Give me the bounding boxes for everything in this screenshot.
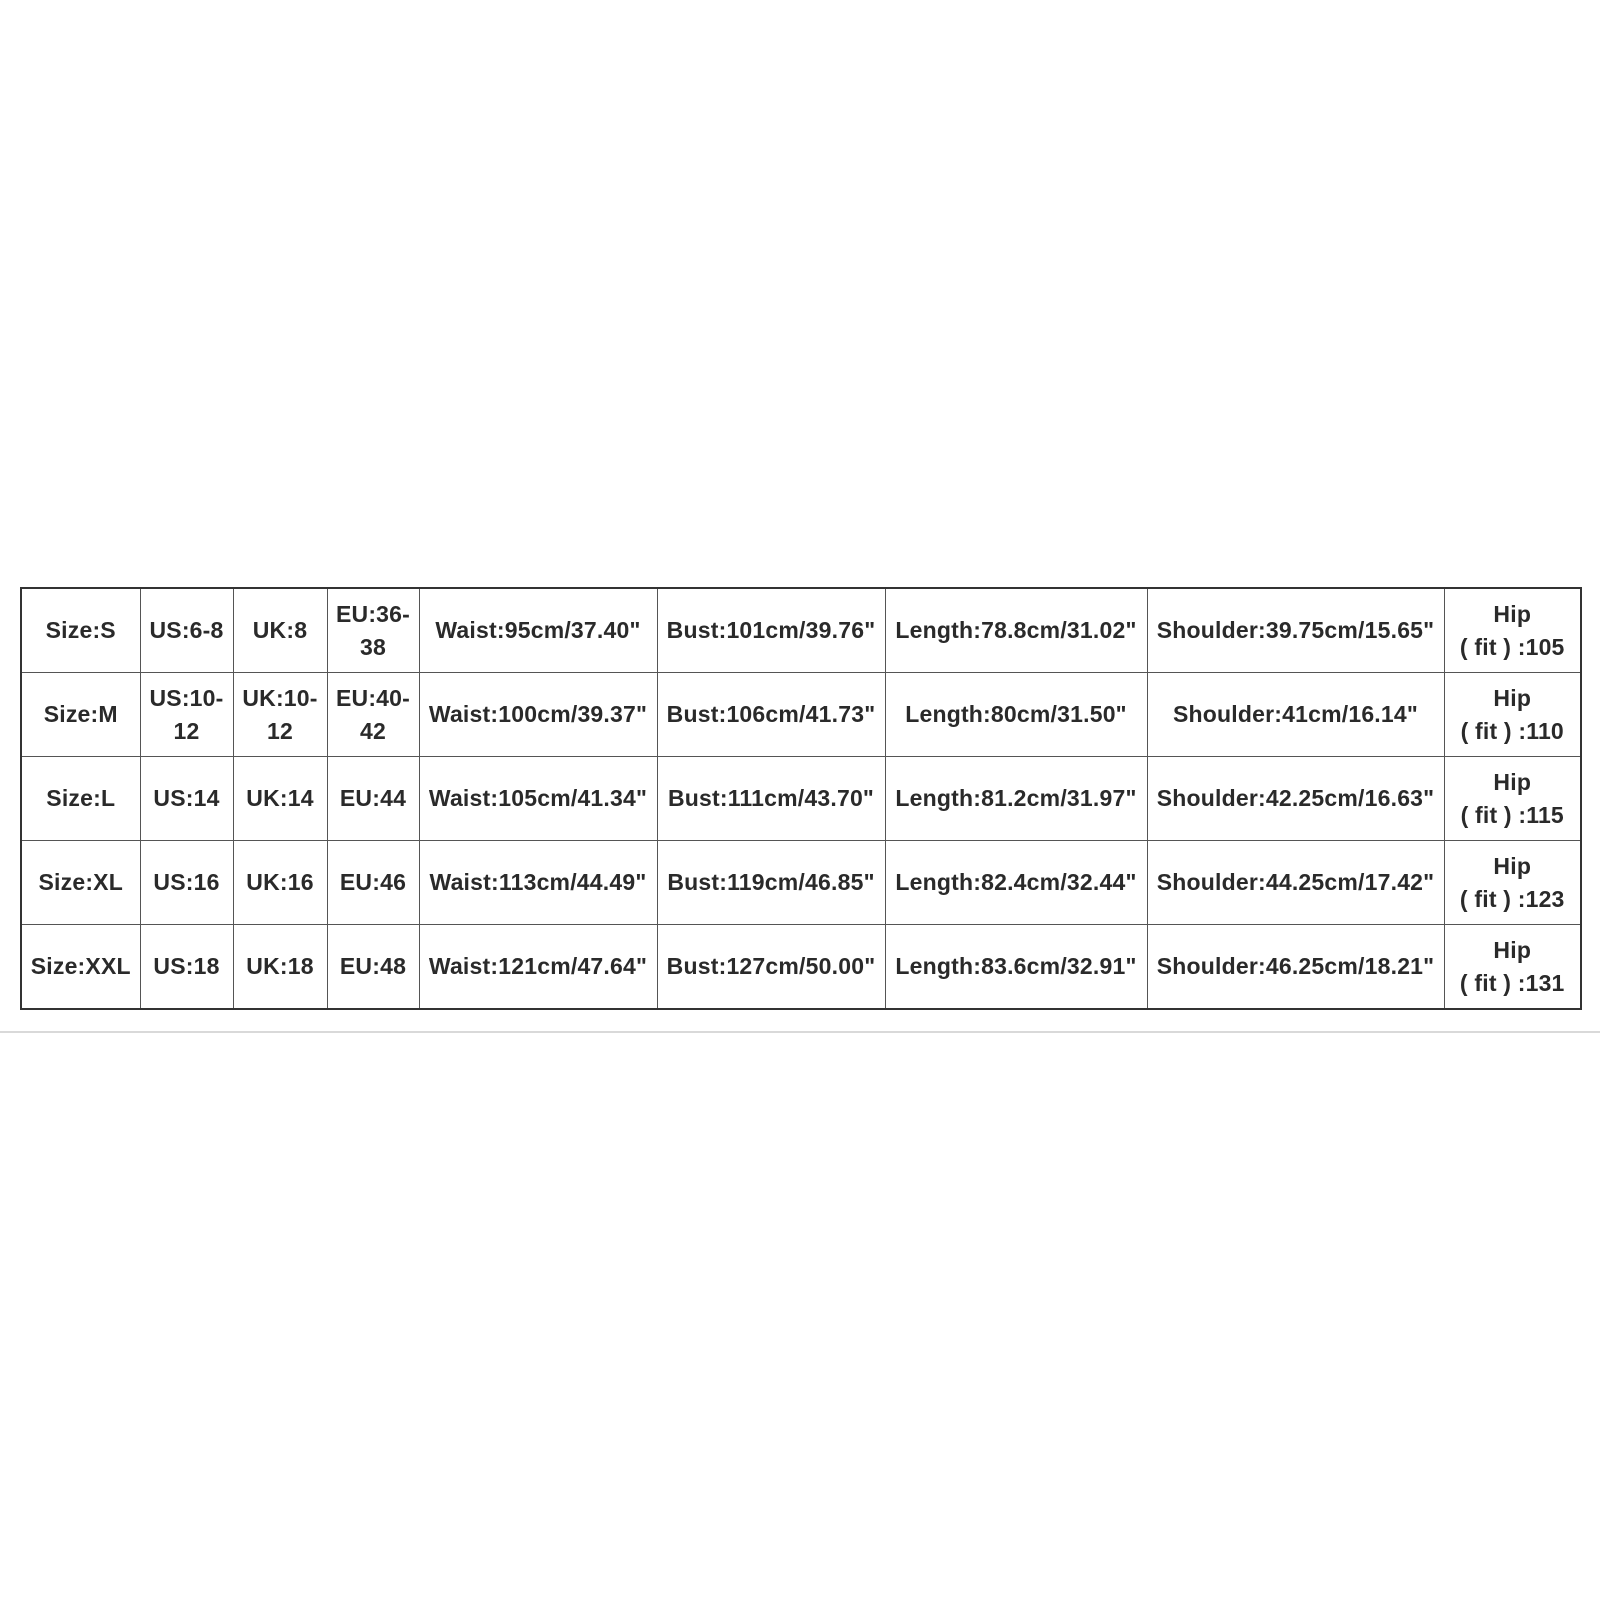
us-size-cell: US:16 xyxy=(140,841,233,925)
length-cell: Length:80cm/31.50" xyxy=(885,673,1147,757)
hip-cell: Hip ( fit ) :123 xyxy=(1444,841,1581,925)
eu-size-cell: EU:36- 38 xyxy=(327,588,419,673)
shoulder-cell: Shoulder:39.75cm/15.65" xyxy=(1147,588,1444,673)
bust-cell: Bust:101cm/39.76" xyxy=(657,588,885,673)
uk-size-cell: UK:18 xyxy=(233,925,327,1010)
us-size-cell: US:6-8 xyxy=(140,588,233,673)
bust-cell: Bust:111cm/43.70" xyxy=(657,757,885,841)
eu-size-cell: EU:40- 42 xyxy=(327,673,419,757)
size-cell: Size:S xyxy=(21,588,140,673)
table-row xyxy=(21,925,1581,1010)
table-row xyxy=(21,757,1581,841)
table-row xyxy=(21,673,1581,757)
waist-cell: Waist:95cm/37.40" xyxy=(419,588,657,673)
uk-size-cell: UK:14 xyxy=(233,757,327,841)
us-size-cell: US:18 xyxy=(140,925,233,1010)
us-size-cell: US:10- 12 xyxy=(140,673,233,757)
hip-cell: Hip ( fit ) :131 xyxy=(1444,925,1581,1010)
us-size-cell: US:14 xyxy=(140,757,233,841)
eu-size-cell: EU:46 xyxy=(327,841,419,925)
uk-size-cell: UK:8 xyxy=(233,588,327,673)
waist-cell: Waist:100cm/39.37" xyxy=(419,673,657,757)
size-chart-table xyxy=(20,587,1582,1010)
shoulder-cell: Shoulder:42.25cm/16.63" xyxy=(1147,757,1444,841)
size-cell: Size:XXL xyxy=(21,925,140,1010)
shoulder-cell: Shoulder:44.25cm/17.42" xyxy=(1147,841,1444,925)
table-row xyxy=(21,588,1581,673)
hip-cell: Hip ( fit ) :110 xyxy=(1444,673,1581,757)
shoulder-cell: Shoulder:41cm/16.14" xyxy=(1147,673,1444,757)
bust-cell: Bust:127cm/50.00" xyxy=(657,925,885,1010)
uk-size-cell: UK:10- 12 xyxy=(233,673,327,757)
hip-cell: Hip ( fit ) :115 xyxy=(1444,757,1581,841)
waist-cell: Waist:105cm/41.34" xyxy=(419,757,657,841)
size-cell: Size:L xyxy=(21,757,140,841)
uk-size-cell: UK:16 xyxy=(233,841,327,925)
length-cell: Length:83.6cm/32.91" xyxy=(885,925,1147,1010)
length-cell: Length:78.8cm/31.02" xyxy=(885,588,1147,673)
waist-cell: Waist:121cm/47.64" xyxy=(419,925,657,1010)
length-cell: Length:81.2cm/31.97" xyxy=(885,757,1147,841)
size-cell: Size:XL xyxy=(21,841,140,925)
shoulder-cell: Shoulder:46.25cm/18.21" xyxy=(1147,925,1444,1010)
bust-cell: Bust:106cm/41.73" xyxy=(657,673,885,757)
length-cell: Length:82.4cm/32.44" xyxy=(885,841,1147,925)
size-cell: Size:M xyxy=(21,673,140,757)
eu-size-cell: EU:48 xyxy=(327,925,419,1010)
waist-cell: Waist:113cm/44.49" xyxy=(419,841,657,925)
eu-size-cell: EU:44 xyxy=(327,757,419,841)
bust-cell: Bust:119cm/46.85" xyxy=(657,841,885,925)
divider xyxy=(0,1031,1600,1033)
table-row xyxy=(21,841,1581,925)
hip-cell: Hip ( fit ) :105 xyxy=(1444,588,1581,673)
